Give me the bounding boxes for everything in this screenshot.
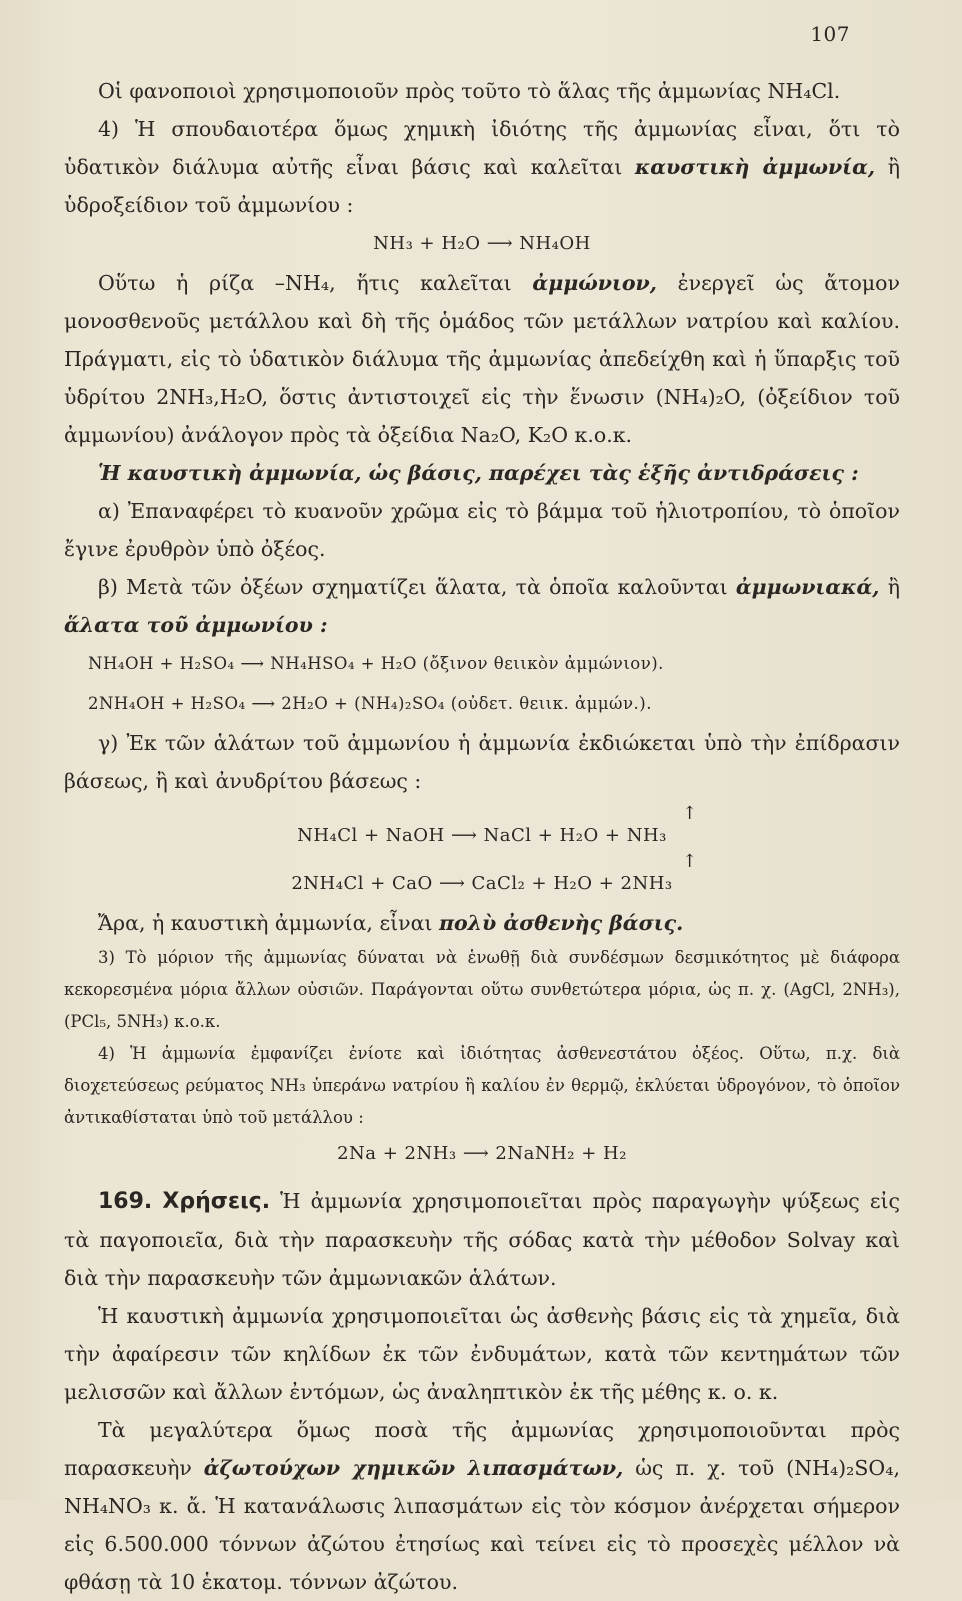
paragraph-fireworks: Οἱ φανοποιοὶ χρησιμοποιοῦν πρὸς τοῦτο τὸ ἅλας τῆς ἀμμωνίας NH₄Cl. <box>98 79 841 103</box>
paragraph-beta <box>64 568 900 644</box>
gas-arrow-icon: ↑ <box>682 851 698 872</box>
paragraph-uses <box>64 1182 900 1297</box>
term-ammoniacal: ἀμμωνιακά, <box>735 575 880 599</box>
text: ἢ <box>887 575 900 599</box>
gas-arrow-icon: ↑ <box>682 803 698 824</box>
text: ὡς π. χ. τοῦ (NH₄)₂SO₄, NH₄NO₃ κ. ἄ. Ἡ κατανάλωσις λιπασμάτων εἰς τὸν κόσμον ἀνέρχεται σήμερον εἰς 6.500.000 τόννων ἀζώτου ἐτησίως καὶ τείνει εἰς τὸ προσεχὲς μέλλον νὰ φθάσῃ τὰ 10 ἑκατομ. τόννων ἀζώτου. <box>64 1456 900 1594</box>
equation-2: NH₄OH + H₂SO₄ ⟶ NH₄HSO₄ + H₂O (ὄξινον θειικὸν ἀμμώνιον). <box>88 654 664 673</box>
section-title: Χρήσεις. <box>162 1189 271 1214</box>
text: β) Μετὰ τῶν ὀξέων σχηματίζει ἅλατα, τὰ ὁποῖα καλοῦνται <box>98 575 728 599</box>
text: 4) Ἡ σπουδαιοτέρα ὅμως χημικὴ ἰδιότης τῆς ἀμμωνίας εἶναι, ὅτι τὸ ὑδατικὸν διάλυμα αὐτῆς εἶναι βάσις καὶ καλεῖται <box>64 117 900 179</box>
text: Τὰ μεγαλύτερα ὅμως ποσὰ τῆς ἀμμωνίας χρησιμοποιοῦνται πρὸς παρασκευὴν <box>64 1418 900 1480</box>
paragraph-property-4 <box>64 110 900 224</box>
page-number: 107 <box>810 22 850 46</box>
term-weak-base: πολὺ ἀσθενὴς βάσις. <box>439 911 684 935</box>
term-fertilizers: ἀζωτούχων χημικῶν λιπασμάτων, <box>203 1456 624 1480</box>
equation-1: NH₃ + H₂O ⟶ NH₄OH <box>373 233 591 254</box>
text: Ἡ ἀμμωνία χρησιμοποιεῖται πρὸς παραγωγὴν ψύξεως εἰς τὰ παγοποιεῖα, διὰ τὴν παρασκευὴν τῆς σόδας κατὰ τὴν μέθοδον Solvay καὶ διὰ τὴν παρασκευὴν τῶν ἀμμωνιακῶν ἁλάτων. <box>64 1189 900 1290</box>
heading-reactions: Ἡ καυστικὴ ἀμμωνία, ὡς βάσις, παρέχει τὰς ἑξῆς ἀντιδράσεις : <box>98 461 859 485</box>
paragraph-small-3: 3) Τὸ μόριον τῆς ἀμμωνίας δύναται νὰ ἑνωθῇ διὰ συνδέσμων δεσμικότητος μὲ διάφορα κεκορεσμένα μόρια ἄλλων οὐσιῶν. Παράγονται οὕτω συνθετώτερα μόρια, ὡς π. χ. (AgCl, 2NH₃), (PCl₅, 5NH₃) κ.ο.κ. <box>64 948 900 1031</box>
term-ammonium: ἀμμώνιον, <box>532 271 657 295</box>
equation-3: 2NH₄OH + H₂SO₄ ⟶ 2H₂O + (NH₄)₂SO₄ (οὐδετ. θειικ. ἀμμών.). <box>88 694 652 713</box>
paragraph-ammonium <box>64 264 900 454</box>
text: ἢ ὑδροξείδιον τοῦ ἀμμωνίου : <box>64 155 900 217</box>
paragraph-weak-base <box>64 904 900 942</box>
equation-4-row <box>64 803 900 856</box>
equation-5: 2NH₄Cl + CaO ⟶ CaCl₂ + H₂O + 2NH₃ <box>291 873 673 894</box>
text: Οὕτω ἡ ρίζα –NH₄, ἥτις καλεῖται <box>98 271 512 295</box>
text: Ἄρα, ἡ καυστικὴ ἀμμωνία, εἶναι <box>98 911 433 935</box>
paragraph-caustic-uses: Ἡ καυστικὴ ἀμμωνία χρησιμοποιεῖται ὡς ἀσθενὴς βάσις εἰς τὰ χημεῖα, διὰ τὴν ἀφαίρεσιν τῶν κηλίδων ἐκ τῶν ἐνδυμάτων, κατὰ τῶν κεντημάτων τῶν μελισσῶν καὶ ἄλλων ἐντόμων, ὡς ἀναληπτικὸν ἐκ τῆς μέθης κ. ο. κ. <box>64 1304 900 1404</box>
paragraph-fertilizers <box>64 1411 900 1601</box>
paragraph-small-4: 4) Ἡ ἀμμωνία ἐμφανίζει ἐνίοτε καὶ ἰδιότητας ἀσθενεστάτου ὀξέος. Οὕτω, π.χ. διὰ διοχετεύσεως ρεύματος NH₃ ὑπεράνω νατρίου ἢ καλίου ἐν θερμῷ, ἐκλύεται ὑδρογόνον, τὸ ὁποῖον ἀντικαθίσταται ὑπὸ τοῦ μετάλλου : <box>64 1044 900 1127</box>
equation-5-row <box>64 851 900 904</box>
paragraph-gamma: γ) Ἐκ τῶν ἁλάτων τοῦ ἀμμωνίου ἡ ἀμμωνία ἐκδιώκεται ὑπὸ τὴν ἐπίδρασιν βάσεως, ἢ καὶ ἀνυδρίτου βάσεως : <box>64 731 900 793</box>
text: ἐνεργεῖ ὡς ἄτομον μονοσθενοῦς μετάλλου καὶ δὴ τῆς ὁμάδος τῶν μετάλλων νατρίου καὶ καλίου. Πράγματι, εἰς τὸ ὑδατικὸν διάλυμα τῆς ἀμμωνίας ἀπεδείχθη καὶ ἡ ὕπαρξις τοῦ ὑδρίτου 2NH₃,H₂O, ὅστις ἀντιστοιχεῖ εἰς τὴν ἕνωσιν (NH₄)₂O, (ὀξείδιον τοῦ ἀμμωνίου) ἀνάλογον πρὸς τὰ ὀξείδια Na₂O, K₂O κ.ο.κ. <box>64 271 900 447</box>
section-number: 169. <box>98 1189 153 1214</box>
equation-6: 2Na + 2NH₃ ⟶ 2NaNH₂ + H₂ <box>337 1143 627 1164</box>
term-caustic-ammonia: καυστικὴ ἀμμωνία, <box>634 155 876 179</box>
paragraph-alpha: α) Ἐπαναφέρει τὸ κυανοῦν χρῶμα εἰς τὸ βάμμα τοῦ ἡλιοτροπίου, τὸ ὁποῖον ἔγινε ἐρυθρὸν ὑπὸ ὀξέος. <box>64 499 900 561</box>
equation-4: NH₄Cl + NaOH ⟶ NaCl + H₂O + NH₃ <box>297 825 667 846</box>
term-ammonium-salts: ἅλατα τοῦ ἀμμωνίου : <box>64 613 328 637</box>
